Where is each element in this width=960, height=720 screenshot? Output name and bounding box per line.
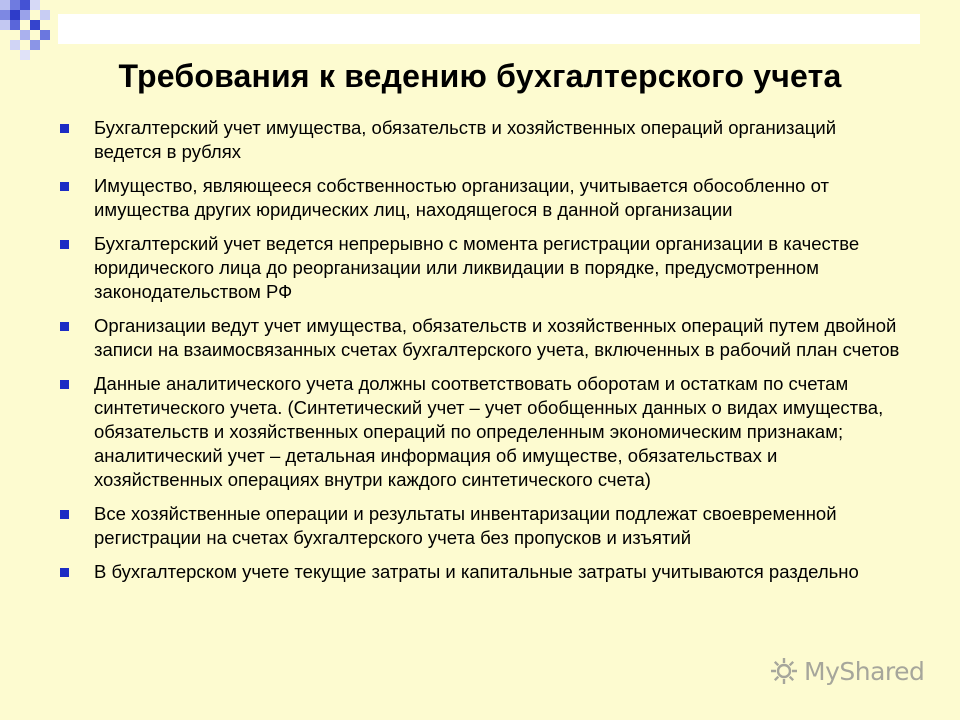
bullet-marker-icon xyxy=(60,240,69,249)
decorative-header-pattern xyxy=(0,0,960,60)
bullet-marker-icon xyxy=(60,322,69,331)
slide-title: Требования к ведению бухгалтерского учета xyxy=(118,58,842,94)
bullet-item xyxy=(58,232,908,304)
myshared-logo-icon xyxy=(768,655,800,687)
bullet-text: Бухгалтерский учет ведется непрерывно с момента регистрации организации в качестве юридического лица до реорганизации или ликвидации в порядке, предусмотренном законодательством РФ xyxy=(94,233,860,302)
bullet-marker-icon xyxy=(60,182,69,191)
bullet-text: Организации ведут учет имущества, обязательств и хозяйственных операций путем двойной записи на взаимосвязанных счетах бухгалтерского учета, включенных в рабочий план счетов xyxy=(94,315,900,360)
bullet-item xyxy=(58,372,908,492)
bullet-text: Все хозяйственные операции и результаты инвентаризации подлежат своевременной регистрации на счетах бухгалтерского учета без пропусков и изъятий xyxy=(94,503,837,548)
bullet-marker-icon xyxy=(60,124,69,133)
bullet-list xyxy=(58,116,908,594)
watermark-text: MyShared xyxy=(804,656,925,686)
bullet-item xyxy=(58,116,908,164)
bullet-item xyxy=(58,560,908,584)
watermark xyxy=(768,655,924,687)
bullet-item xyxy=(58,314,908,362)
bullet-text: Имущество, являющееся собственностью организации, учитывается обособленно от имущества других юридических лиц, находящегося в данной организации xyxy=(94,175,829,220)
bullet-marker-icon xyxy=(60,568,69,577)
bullet-text: Данные аналитического учета должны соответствовать оборотам и остаткам по счетам синтетического учета. (Синтетический учет – учет обобщенных данных о видах имущества, обязательств и хозяйственных операций по определенным экономическим признакам; аналитический учет – детальная информация об имуществе, обязательствах и хозяйственных операциях внутри каждого синтетического счета) xyxy=(94,373,884,490)
bullet-text: Бухгалтерский учет имущества, обязательств и хозяйственных операций организаций ведется в рублях xyxy=(94,117,837,162)
bullet-item xyxy=(58,502,908,550)
bullet-text: В бухгалтерском учете текущие затраты и капитальные затраты учитываются раздельно xyxy=(94,561,859,582)
bullet-marker-icon xyxy=(60,380,69,389)
bullet-item xyxy=(58,174,908,222)
bullet-marker-icon xyxy=(60,510,69,519)
